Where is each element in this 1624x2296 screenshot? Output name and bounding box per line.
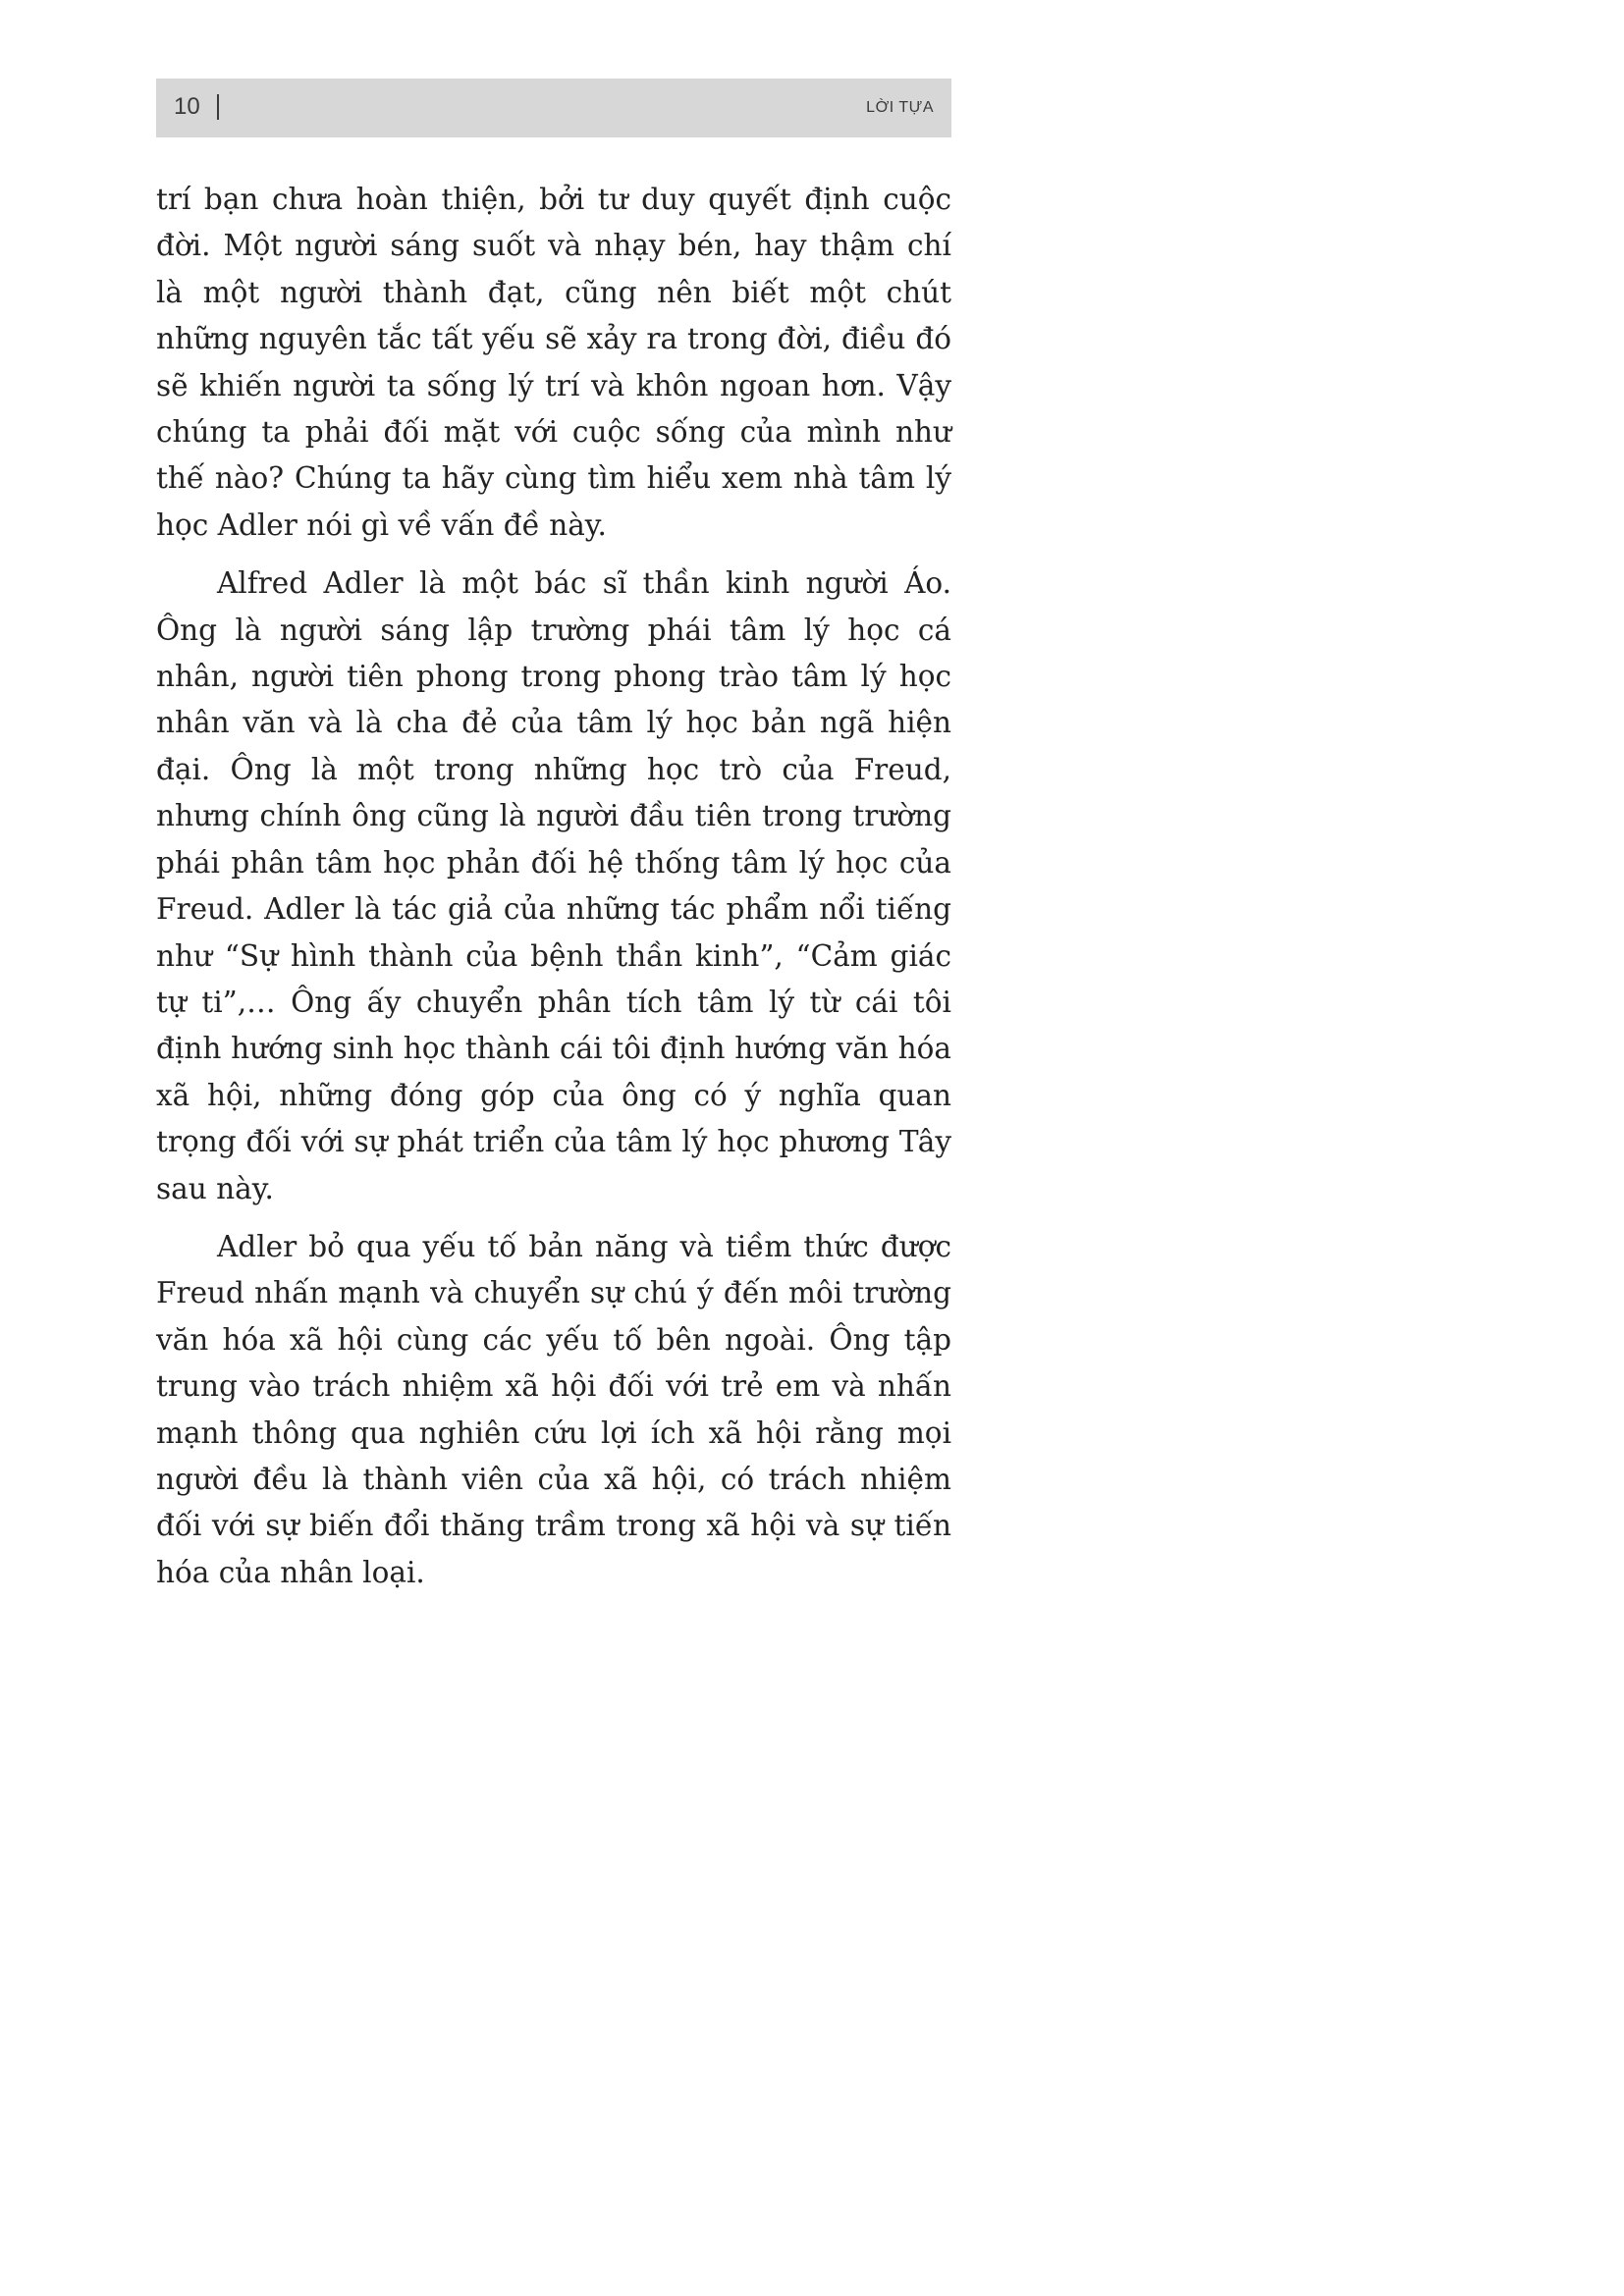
- page-number: 10: [174, 93, 200, 120]
- paragraph-continued: trí bạn chưa hoàn thiện, bởi tư duy quyết định cuộc đời. Một người sáng suốt và nhạy bén, hay thậm chí là một người thành đạt, cũng nên biết một chút những nguyên tắc tất yếu sẽ xảy ra trong đời, điều đó sẽ khiến người ta sống lý trí và khôn ngoan hơn. Vậy chúng ta phải đối mặt với cuộc sống của mình như thế nào? Chúng ta hãy cùng tìm hiểu xem nhà tâm lý học Adler nói gì về vấn đề này.: [156, 183, 951, 542]
- section-title: LỜI TỰA: [866, 99, 934, 116]
- paragraph-adler-theory: Adler bỏ qua yếu tố bản năng và tiềm thức được Freud nhấn mạnh và chuyển sự chú ý đến môi trường văn hóa xã hội cùng các yếu tố bên ngoài. Ông tập trung vào trách nhiệm xã hội đối với trẻ em và nhấn mạnh thông qua nghiên cứu lợi ích xã hội rằng mọi người đều là thành viên của xã hội, có trách nhiệm đối với sự biến đổi thăng trầm trong xã hội và sự tiến hóa của nhân loại.: [156, 1229, 951, 1589]
- running-header: [156, 79, 951, 137]
- header-divider: [217, 94, 219, 120]
- body-text: [156, 177, 951, 1608]
- paragraph-adler-bio: Alfred Adler là một bác sĩ thần kinh người Áo. Ông là người sáng lập trường phái tâm lý học cá nhân, người tiên phong trong phong trào tâm lý học nhân văn và là cha đẻ của tâm lý học bản ngã hiện đại. Ông là một trong những học trò của Freud, nhưng chính ông cũng là người đầu tiên trong trường phái phân tâm học phản đối hệ thống tâm lý học của Freud. Adler là tác giả của những tác phẩm nổi tiếng như “Sự hình thành của bệnh thần kinh”, “Cảm giác tự ti”,… Ông ấy chuyển phân tích tâm lý từ cái tôi định hướng sinh học thành cái tôi định hướng văn hóa xã hội, những đóng góp của ông có ý nghĩa quan trọng đối với sự phát triển của tâm lý học phương Tây sau này.: [156, 566, 951, 1205]
